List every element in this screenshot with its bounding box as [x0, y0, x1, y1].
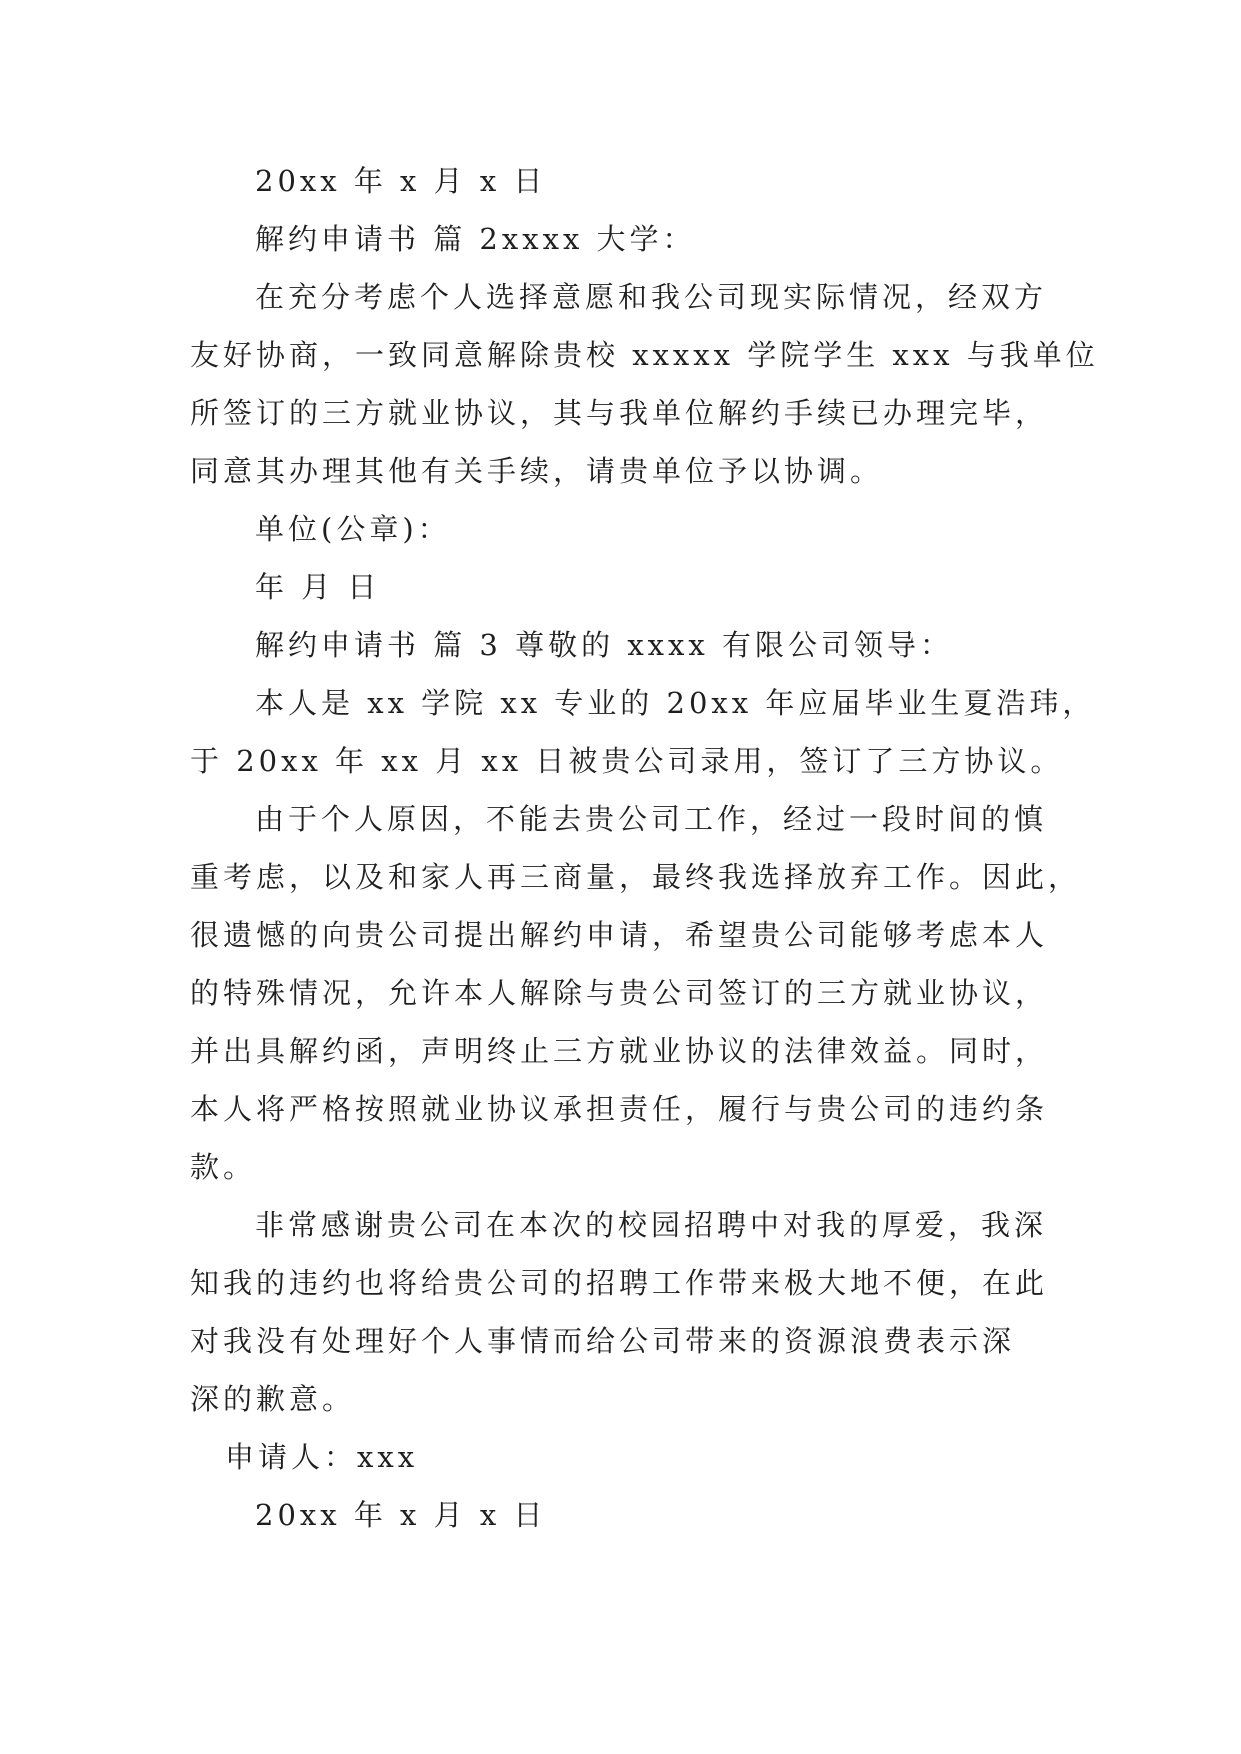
paragraph-line: 款。 [190, 1150, 257, 1184]
paragraph-line: 在充分考虑个人选择意愿和我公司现实际情况，经双方 [255, 280, 1048, 314]
paragraph-line: 并出具解约函，声明终止三方就业协议的法律效益。同时， [190, 1034, 1049, 1068]
date-line-1: 20xx 年 x 月 x 日 [255, 164, 547, 198]
section-heading-3: 解约申请书 篇 3 尊敬的 xxxx 有限公司领导： [255, 628, 953, 662]
applicant-line: 申请人：xxx [225, 1440, 419, 1474]
blank-date-line: 年 月 日 [255, 570, 381, 604]
paragraph-line: 对我没有处理好个人事情而给公司带来的资源浪费表示深 [190, 1324, 1016, 1358]
paragraph-line: 本人将严格按照就业协议承担责任，履行与贵公司的违约条 [190, 1092, 1049, 1126]
seal-label: 单位(公章)： [255, 512, 451, 546]
date-line-2: 20xx 年 x 月 x 日 [255, 1498, 547, 1532]
paragraph-line: 重考虑，以及和家人再三商量，最终我选择放弃工作。因此， [190, 860, 1082, 894]
document-body [190, 152, 1099, 1544]
paragraph-line: 由于个人原因，不能去贵公司工作，经过一段时间的慎 [255, 802, 1048, 836]
section-heading-2: 解约申请书 篇 2xxxx 大学： [255, 222, 696, 256]
paragraph-line: 非常感谢贵公司在本次的校园招聘中对我的厚爱，我深 [255, 1208, 1048, 1242]
paragraph-line: 深的歉意。 [190, 1382, 356, 1416]
paragraph-line: 的特殊情况，允许本人解除与贵公司签订的三方就业协议， [190, 976, 1049, 1010]
paragraph-line: 同意其办理其他有关手续，请贵单位予以协调。 [190, 454, 884, 488]
paragraph-line: 于 20xx 年 xx 月 xx 日被贵公司录用，签订了三方协议。 [190, 744, 1064, 778]
paragraph-line: 知我的违约也将给贵公司的招聘工作带来极大地不便，在此 [190, 1266, 1049, 1300]
paragraph-line: 所签订的三方就业协议，其与我单位解约手续已办理完毕， [190, 396, 1049, 430]
paragraph-line: 友好协商，一致同意解除贵校 xxxxx 学院学生 xxx 与我单位 [190, 338, 1099, 372]
paragraph-line: 本人是 xx 学院 xx 专业的 20xx 年应届毕业生夏浩玮， [255, 686, 1096, 720]
paragraph-line: 很遗憾的向贵公司提出解约申请，希望贵公司能够考虑本人 [190, 918, 1049, 952]
